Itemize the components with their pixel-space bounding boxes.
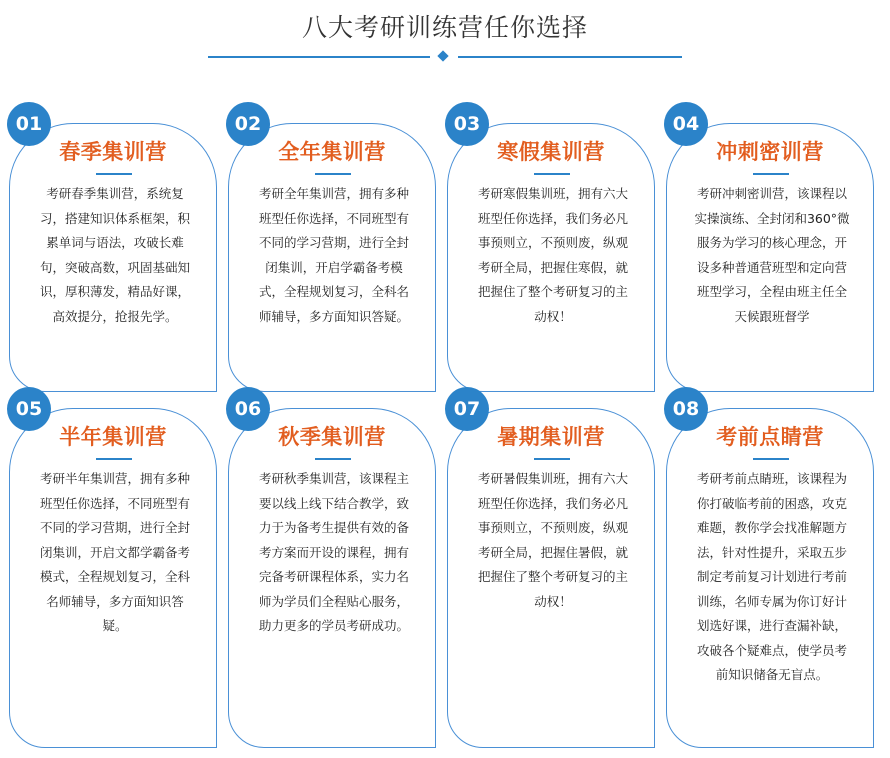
card-number-badge: 05 [7,387,51,431]
card-description: 考研半年集训营，拥有多种班型任你选择，不同班型有不同的学习营期，进行全封闭集训，开启文都学霸备考模式，全程规划复习，全科名师辅导，多方面知识答疑。 [39,471,190,633]
card-number-badge: 08 [664,387,708,431]
card-description: 考研全年集训营，拥有多种班型任你选择，不同班型有不同的学习营期，进行全封闭集训，开启学霸备考模式，全程规划复习，全科名师辅导，多方面知识答疑。 [258,186,409,324]
card-title-underline [534,458,570,460]
card-title: 寒假集训营 [497,140,605,164]
card-number-badge: 07 [445,387,489,431]
camp-card-07[interactable] [447,408,655,748]
card-title-underline [315,458,351,460]
card-title: 秋季集训营 [278,425,386,449]
card-description: 考研暑假集训班，拥有六大班型任你选择，我们务必凡事预则立，不预则废，纵观考研全局，把握住暑假，就把握住了整个考研复习的主动权！ [477,471,628,609]
page-title: 八大考研训练营任你选择 [301,13,588,42]
camp-card-08[interactable] [666,408,874,748]
camp-card-01[interactable] [9,123,217,392]
card-description: 考研考前点睛班，该课程为你打破临考前的困惑，攻克难题，教你学会找准解题方法，针对性提升，采取五步制定考前复习计划进行考前训练，名师专属为你订好计划选好课，进行查漏补缺，攻破各个疑难点，使学员考前知识储备无盲点。 [696,471,847,682]
card-title: 半年集训营 [59,425,167,449]
card-description: 考研冲刺密训营，该课程以实操演练、全封闭和360°微服务为学习的核心理念，开设多种普通营班型和定向营班型学习，全程由班主任全天候跟班督学 [694,186,850,324]
card-number-badge: 06 [226,387,270,431]
camp-card-02[interactable] [228,123,436,392]
card-number-badge: 04 [664,102,708,146]
camp-card-05[interactable] [9,408,217,748]
card-title: 暑期集训营 [497,425,605,449]
card-description: 考研秋季集训营，该课程主要以线上线下结合教学，致力于为备考生提供有效的备考方案而开设的课程，拥有完备考研课程体系，实力名师为学员们全程贴心服务，助力更多的学员考研成功。 [258,471,409,633]
card-title-underline [753,458,789,460]
camp-card-04[interactable] [666,123,874,392]
card-title: 冲刺密训营 [716,140,824,164]
card-title: 全年集训营 [278,140,386,164]
card-title-underline [315,173,351,175]
card-title: 考前点睛营 [716,425,824,449]
camp-card-06[interactable] [228,408,436,748]
card-number-badge: 03 [445,102,489,146]
card-title: 春季集训营 [59,140,167,164]
card-description: 考研春季集训营，系统复习，搭建知识体系框架，积累单词与语法，攻破长难句，突破高数，巩固基础知识，厚积薄发，精品好课，高效提分，抢报先学。 [39,186,190,324]
camp-card-03[interactable] [447,123,655,392]
card-title-underline [753,173,789,175]
card-title-underline [96,458,132,460]
card-number-badge: 02 [226,102,270,146]
card-number-badge: 01 [7,102,51,146]
card-description: 考研寒假集训班，拥有六大班型任你选择，我们务必凡事预则立，不预则废，纵观考研全局，把握住寒假，就把握住了整个考研复习的主动权！ [477,186,628,324]
card-title-underline [96,173,132,175]
card-title-underline [534,173,570,175]
